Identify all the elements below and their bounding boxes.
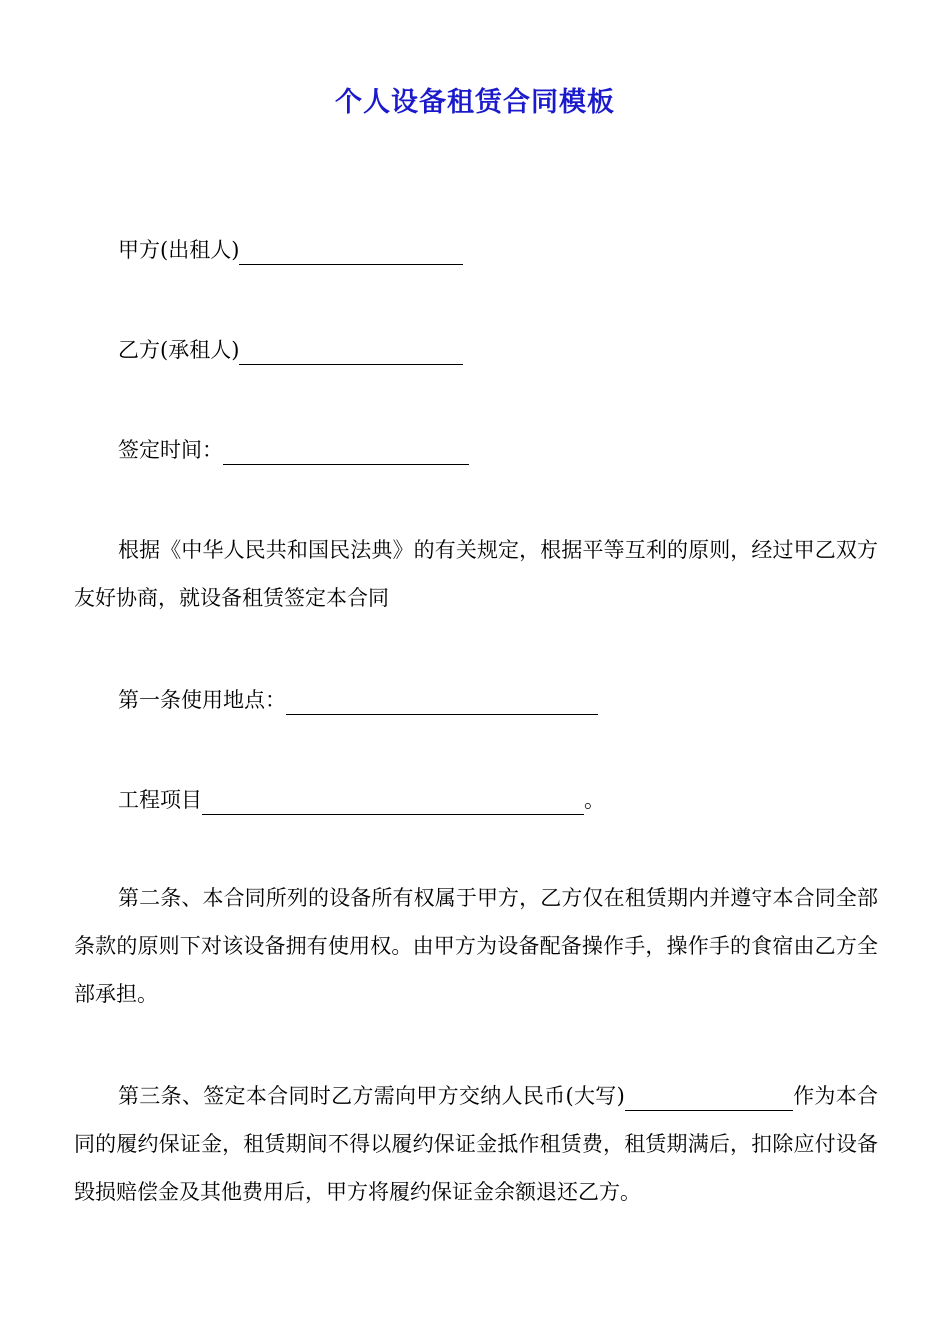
sign-date-blank [223, 434, 469, 465]
article1-line [118, 676, 598, 724]
project-line [118, 776, 605, 824]
party-a-label: 甲方(出租人) [118, 238, 240, 262]
project-blank [202, 784, 584, 815]
sign-date-line [118, 426, 469, 474]
article1-label: 第一条使用地点： [118, 688, 286, 712]
sign-date-label: 签定时间： [118, 438, 223, 462]
deposit-amount-blank [625, 1080, 793, 1111]
usage-location-blank [286, 684, 598, 715]
intro-paragraph: 根据《中华人民共和国民法典》的有关规定，根据平等互利的原则，经过甲乙双方友好协商，就设备租赁签定本合同 [74, 538, 878, 610]
article3-paragraph [74, 1072, 878, 1216]
party-b-label: 乙方(承租人) [118, 338, 240, 362]
article2-paragraph: 第二条、本合同所列的设备所有权属于甲方，乙方仅在租赁期内并遵守本合同全部条款的原则下对该设备拥有使用权。由甲方为设备配备操作手，操作手的食宿由乙方全部承担。 [74, 886, 878, 1006]
party-a-line [118, 226, 463, 274]
project-label: 工程项目 [118, 788, 202, 812]
article3-part2: 作为本合同的履约保证金，租赁期间不得以履约保证金抵作租赁费，租赁期满后，扣除应付设备毁损赔偿金及其他费用后，甲方将履约保证金余额退还乙方。 [74, 1084, 878, 1204]
party-b-line [118, 326, 463, 374]
project-suffix: 。 [584, 788, 605, 812]
document-title: 个人设备租赁合同模板 [335, 87, 615, 118]
party-a-blank [239, 234, 463, 265]
party-b-blank [239, 334, 463, 365]
article3-part1: 第三条、签定本合同时乙方需向甲方交纳人民币(大写) [118, 1084, 625, 1108]
